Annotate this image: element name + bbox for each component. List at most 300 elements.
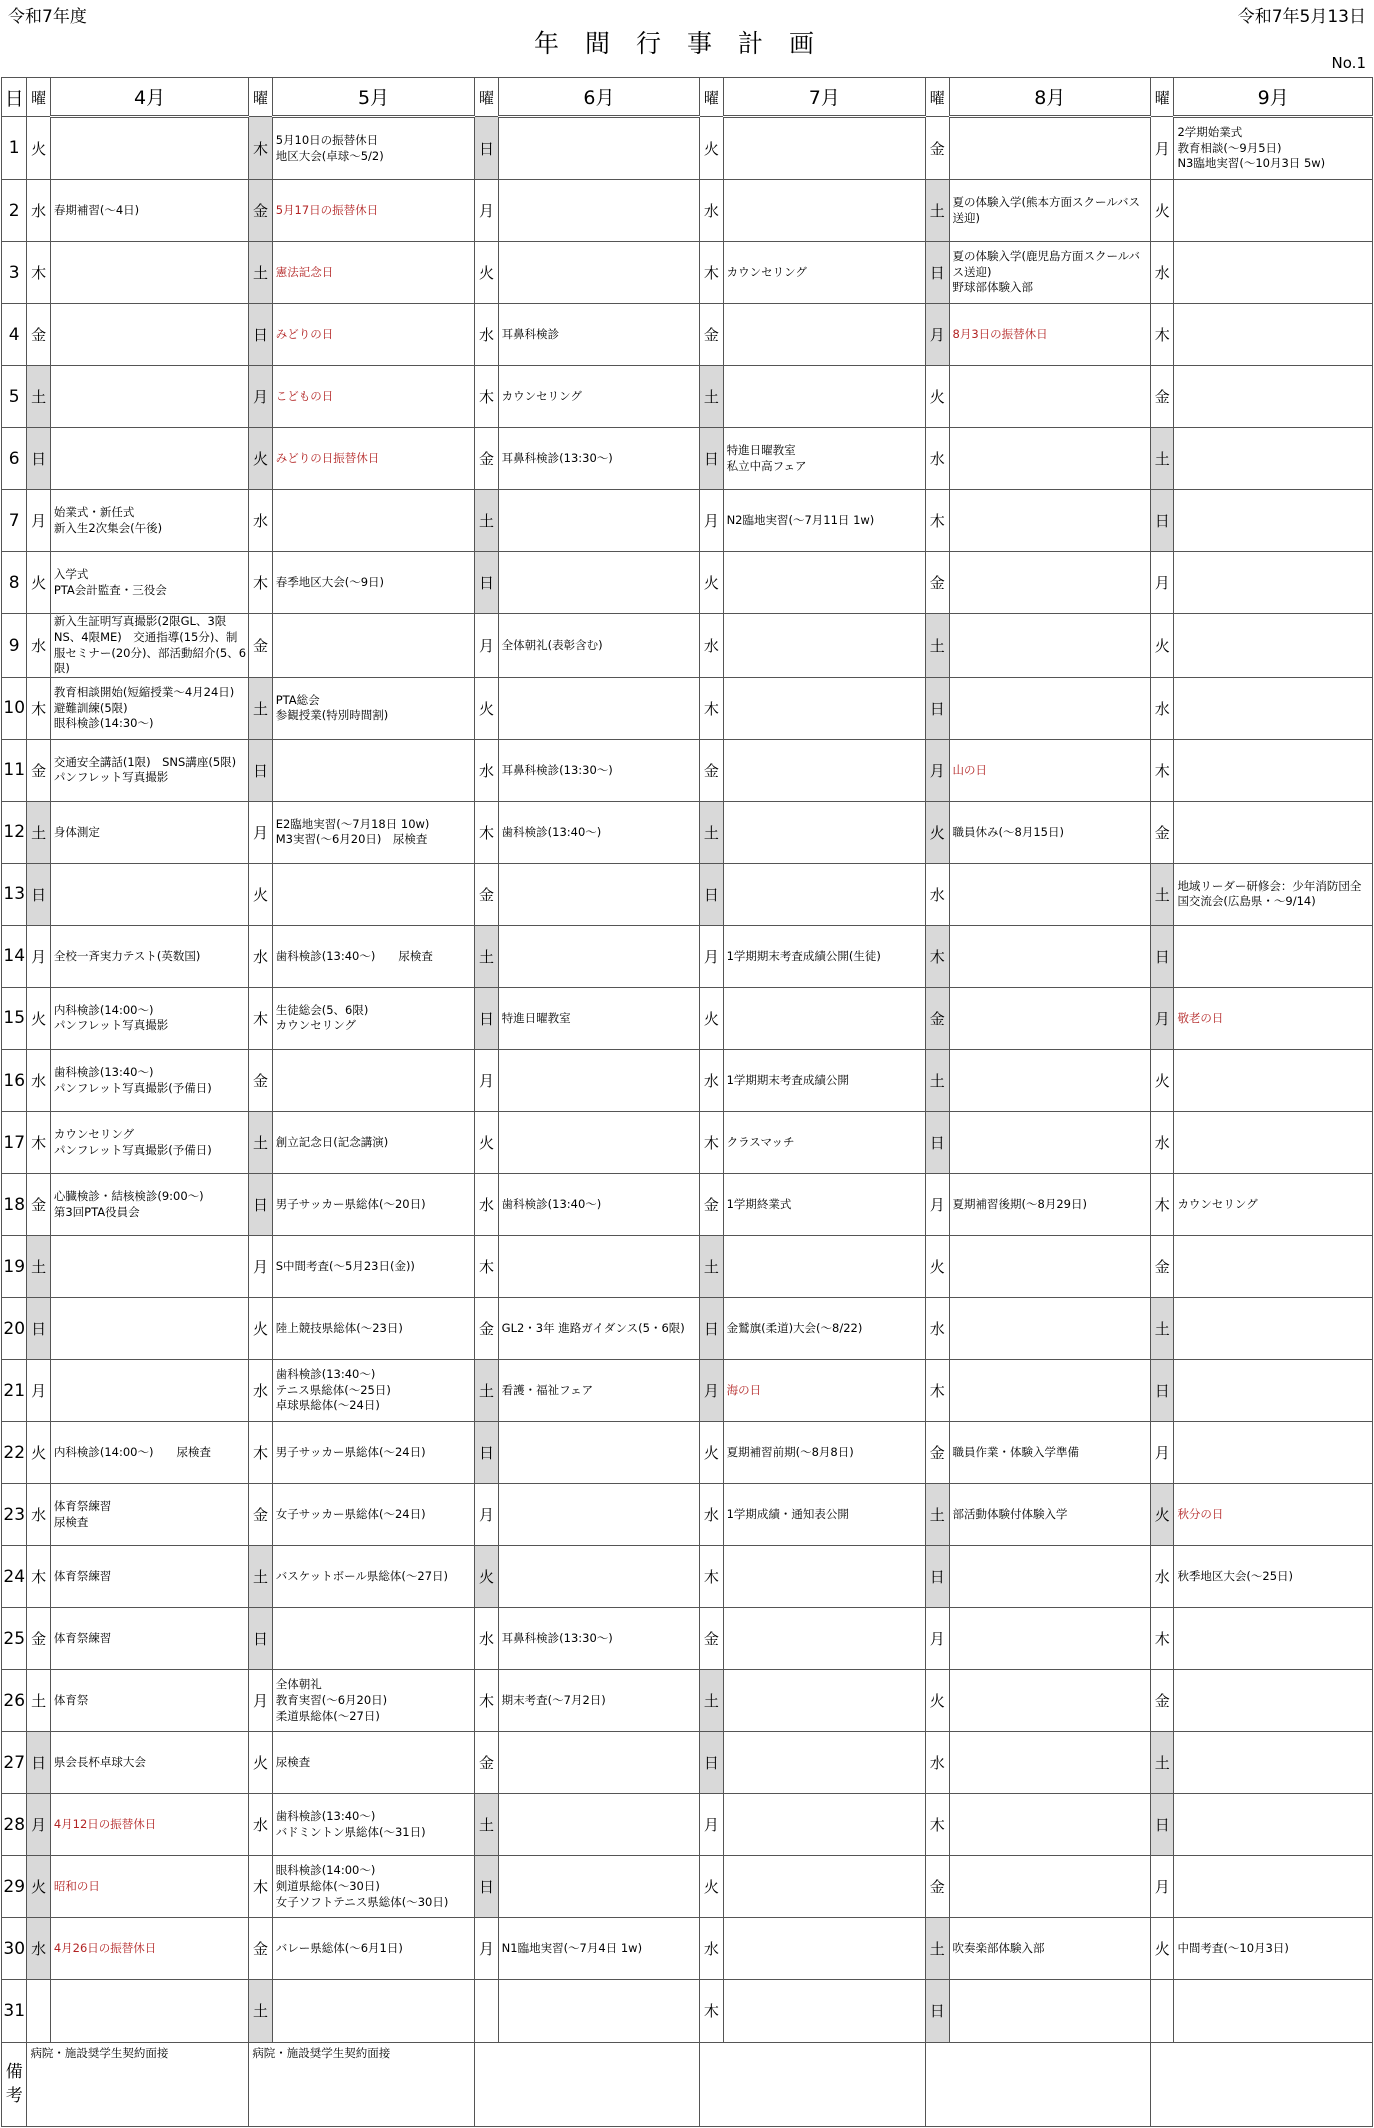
weekday-cell: 土 xyxy=(27,801,50,863)
weekday-cell: 火 xyxy=(27,1856,50,1918)
event-cell xyxy=(723,1608,926,1670)
event-text: 耳鼻科検診(13:30～) xyxy=(501,450,613,465)
event-cell xyxy=(498,863,700,925)
event-cell xyxy=(498,987,700,1049)
event-cell xyxy=(949,304,1151,366)
event-cell xyxy=(498,677,700,739)
weekday-cell: 土 xyxy=(27,1236,50,1298)
event-cell xyxy=(50,1236,248,1298)
weekday-cell: 日 xyxy=(926,1546,949,1608)
weekday-cell: 水 xyxy=(249,925,272,987)
event-cell xyxy=(498,1794,700,1856)
event-cell xyxy=(272,677,475,739)
weekday-cell: 火 xyxy=(700,1422,723,1484)
day-number: 26 xyxy=(2,1670,27,1732)
day-row xyxy=(2,117,1373,180)
event-cell xyxy=(498,1112,700,1174)
weekday-cell: 日 xyxy=(1151,925,1174,987)
event-text: 教育相談開始(短縮授業～4月24日) 避難訓練(5限) 眼科検診(14:30～) xyxy=(53,684,235,731)
weekday-cell: 土 xyxy=(926,1050,949,1112)
event-text: 歯科検診(13:40～) バドミントン県総体(～31日) xyxy=(275,1809,426,1839)
event-text: PTA総会 参観授業(特別時間割) xyxy=(275,692,389,723)
event-text: 女子サッカー県総体(～24日) xyxy=(275,1506,426,1521)
event-text: 吹奏楽部体験入部 xyxy=(952,1941,1045,1956)
remarks-row xyxy=(2,2042,1373,2127)
weekday-cell: 月 xyxy=(926,304,949,366)
weekday-cell: 日 xyxy=(700,428,723,490)
event-text: 耳鼻科検診(13:30～) xyxy=(501,1630,613,1645)
event-cell xyxy=(50,1050,248,1112)
weekday-cell: 木 xyxy=(249,117,272,180)
event-cell xyxy=(949,1794,1151,1856)
event-text: 山の日 xyxy=(952,762,988,777)
day-row xyxy=(2,863,1373,925)
weekday-cell: 月 xyxy=(1151,987,1174,1049)
event-cell xyxy=(1174,490,1373,552)
weekday-cell: 木 xyxy=(926,1794,949,1856)
day-row xyxy=(2,1918,1373,1980)
weekday-cell: 土 xyxy=(926,180,949,242)
weekday-cell: 土 xyxy=(700,1670,723,1732)
weekday-cell: 木 xyxy=(249,1856,272,1918)
event-text: 創立記念日(記念講演) xyxy=(275,1134,389,1149)
event-cell xyxy=(949,801,1151,863)
event-cell xyxy=(50,1174,248,1236)
weekday-cell: 木 xyxy=(926,1360,949,1422)
remarks-cell: 病院・施設奨学生契約面接 xyxy=(249,2042,475,2127)
event-text: 生徒総会(5、6限) カウンセリング xyxy=(275,1002,369,1033)
weekday-cell: 日 xyxy=(27,428,50,490)
event-text: 海の日 xyxy=(726,1382,762,1397)
weekday-cell: 火 xyxy=(27,987,50,1049)
weekday-cell: 土 xyxy=(249,677,272,739)
event-cell xyxy=(949,552,1151,614)
event-cell xyxy=(50,304,248,366)
weekday-cell: 土 xyxy=(249,1980,272,2042)
event-cell xyxy=(949,1422,1151,1484)
weekday-cell: 木 xyxy=(1151,1174,1174,1236)
event-cell xyxy=(272,242,475,304)
event-text: 男子サッカー県総体(～20日) xyxy=(275,1196,426,1211)
weekday-cell: 火 xyxy=(700,987,723,1049)
event-text: みどりの日振替休日 xyxy=(275,450,380,465)
event-text: 金鷲旗(柔道)大会(～8/22) xyxy=(726,1320,863,1335)
event-cell xyxy=(498,304,700,366)
event-cell xyxy=(272,1856,475,1918)
day-number: 18 xyxy=(2,1174,27,1236)
weekday-cell: 土 xyxy=(475,490,498,552)
day-number: 11 xyxy=(2,739,27,801)
weekday-cell: 火 xyxy=(700,117,723,180)
weekday-cell: 日 xyxy=(700,863,723,925)
page-title: 年間行事計画 xyxy=(533,29,840,58)
day-row xyxy=(2,1360,1373,1422)
weekday-cell: 月 xyxy=(249,366,272,428)
event-cell xyxy=(50,739,248,801)
event-text: 心臓検診・結核検診(9:00～) 第3回PTA役員会 xyxy=(53,1188,204,1219)
event-cell xyxy=(50,180,248,242)
day-number: 17 xyxy=(2,1112,27,1174)
day-number: 3 xyxy=(2,242,27,304)
event-text: 全体朝礼(表彰含む) xyxy=(501,637,603,652)
weekday-cell: 月 xyxy=(475,1050,498,1112)
event-cell xyxy=(498,1732,700,1794)
event-text: 地域リーダー研修会：少年消防団全国交流会(広島県・～9/14) xyxy=(1177,878,1362,909)
weekday-cell: 月 xyxy=(249,801,272,863)
day-number: 24 xyxy=(2,1546,27,1608)
event-cell xyxy=(50,925,248,987)
day-row xyxy=(2,677,1373,739)
event-text: 期末考査(～7月2日) xyxy=(501,1693,606,1708)
day-number: 9 xyxy=(2,614,27,678)
weekday-cell: 土 xyxy=(475,925,498,987)
weekday-cell: 日 xyxy=(1151,1794,1174,1856)
event-cell xyxy=(272,1236,475,1298)
event-cell xyxy=(272,1918,475,1980)
event-cell xyxy=(949,428,1151,490)
day-row xyxy=(2,1174,1373,1236)
weekday-cell: 金 xyxy=(27,739,50,801)
event-cell xyxy=(498,366,700,428)
event-text: カウンセリング xyxy=(726,264,807,279)
weekday-cell: 月 xyxy=(249,1236,272,1298)
weekday-cell: 木 xyxy=(700,677,723,739)
event-cell xyxy=(498,739,700,801)
weekday-cell: 日 xyxy=(249,739,272,801)
weekday-cell: 金 xyxy=(926,117,949,180)
day-row xyxy=(2,801,1373,863)
weekday-cell: 金 xyxy=(926,552,949,614)
weekday-cell: 水 xyxy=(1151,242,1174,304)
event-cell xyxy=(723,366,926,428)
weekday-cell: 金 xyxy=(475,1732,498,1794)
event-cell xyxy=(272,1298,475,1360)
event-cell xyxy=(949,1856,1151,1918)
event-text: 入学式 PTA会計監査・三役会 xyxy=(53,567,167,597)
weekday-cell: 金 xyxy=(27,1608,50,1670)
weekday-cell: 木 xyxy=(249,987,272,1049)
event-text: 眼科検診(14:00～) 剣道県総体(～30日) 女子ソフトテニス県総体(～30日) xyxy=(275,1863,449,1909)
event-text: 内科検診(14:00～) パンフレット写真撮影 xyxy=(53,1002,169,1033)
event-cell xyxy=(723,1484,926,1546)
weekday-cell: 金 xyxy=(1151,1236,1174,1298)
event-cell xyxy=(949,1174,1151,1236)
event-cell xyxy=(272,1422,475,1484)
weekday-cell: 土 xyxy=(1151,863,1174,925)
weekday-cell: 日 xyxy=(926,677,949,739)
weekday-cell: 火 xyxy=(926,1670,949,1732)
event-cell xyxy=(1174,1918,1373,1980)
event-cell xyxy=(723,1050,926,1112)
weekday-cell: 日 xyxy=(27,863,50,925)
event-cell xyxy=(949,180,1151,242)
weekday-cell: 木 xyxy=(475,366,498,428)
weekday-cell: 火 xyxy=(249,863,272,925)
weekday-cell: 土 xyxy=(926,1484,949,1546)
weekday-cell: 水 xyxy=(27,614,50,678)
event-cell xyxy=(1174,987,1373,1049)
event-text: 歯科検診(13:40～) パンフレット写真撮影(予備日) xyxy=(53,1064,212,1095)
weekday-cell: 金 xyxy=(475,1298,498,1360)
weekday-cell: 木 xyxy=(475,1236,498,1298)
event-cell xyxy=(272,739,475,801)
event-text: N2臨地実習(～7月11日 1w) xyxy=(726,512,875,527)
event-cell xyxy=(723,1732,926,1794)
event-cell xyxy=(50,552,248,614)
weekday-cell: 水 xyxy=(700,1918,723,1980)
day-row xyxy=(2,1608,1373,1670)
weekday-cell: 土 xyxy=(700,801,723,863)
day-number: 25 xyxy=(2,1608,27,1670)
event-text: 1学期期末考査成績公開 xyxy=(726,1072,849,1087)
weekday-cell: 水 xyxy=(700,1050,723,1112)
event-cell xyxy=(723,1980,926,2042)
event-cell xyxy=(498,1484,700,1546)
weekday-cell: 水 xyxy=(700,1484,723,1546)
event-cell xyxy=(50,117,248,180)
weekday-cell: 月 xyxy=(700,925,723,987)
month-header: 5月 xyxy=(272,78,475,117)
weekday-cell: 土 xyxy=(249,242,272,304)
event-cell xyxy=(1174,801,1373,863)
event-text: カウンセリング xyxy=(1177,1196,1258,1211)
event-cell xyxy=(723,677,926,739)
event-cell xyxy=(949,1546,1151,1608)
event-text: 歯科検診(13:40～) xyxy=(501,824,602,839)
day-number: 16 xyxy=(2,1050,27,1112)
event-cell xyxy=(1174,552,1373,614)
weekday-cell: 月 xyxy=(1151,117,1174,180)
weekday-cell: 木 xyxy=(700,242,723,304)
event-text: 看護・福祉フェア xyxy=(501,1382,594,1397)
event-text: 春期補習(～4日) xyxy=(53,202,140,217)
weekday-cell: 土 xyxy=(700,366,723,428)
event-cell xyxy=(949,117,1151,180)
weekday-cell: 土 xyxy=(475,1794,498,1856)
remarks-cell xyxy=(1151,2042,1373,2127)
month-header: 4月 xyxy=(50,78,248,117)
event-cell xyxy=(723,304,926,366)
event-cell xyxy=(272,1980,475,2042)
remarks-cell xyxy=(926,2042,1151,2127)
weekday-cell: 火 xyxy=(27,552,50,614)
event-cell xyxy=(1174,1236,1373,1298)
weekday-cell: 木 xyxy=(27,1546,50,1608)
event-cell xyxy=(949,490,1151,552)
weekday-cell: 月 xyxy=(27,490,50,552)
weekday-cell: 木 xyxy=(249,1422,272,1484)
day-row xyxy=(2,242,1373,304)
event-text: 1学期期末考査成績公開(生徒) xyxy=(726,948,881,963)
event-cell xyxy=(272,1050,475,1112)
event-cell xyxy=(1174,739,1373,801)
event-text: カウンセリング パンフレット写真撮影(予備日) xyxy=(53,1126,212,1157)
event-cell xyxy=(272,1360,475,1422)
event-cell xyxy=(272,1546,475,1608)
weekday-cell: 木 xyxy=(27,1112,50,1174)
weekday-cell: 日 xyxy=(700,1732,723,1794)
event-cell xyxy=(1174,1112,1373,1174)
event-cell xyxy=(723,801,926,863)
event-cell xyxy=(272,1608,475,1670)
day-row xyxy=(2,1298,1373,1360)
event-text: 2学期始業式 教育相談(～9月5日) N3臨地実習(～10月3日 5w) xyxy=(1177,125,1326,171)
weekday-cell: 金 xyxy=(700,739,723,801)
event-text: 体育祭練習 xyxy=(53,1568,112,1583)
event-cell xyxy=(50,1422,248,1484)
weekday-cell: 日 xyxy=(475,987,498,1049)
day-number: 22 xyxy=(2,1422,27,1484)
event-cell xyxy=(1174,677,1373,739)
weekday-cell: 火 xyxy=(1151,1484,1174,1546)
weekday-cell: 日 xyxy=(475,552,498,614)
day-row xyxy=(2,1980,1373,2042)
event-text: 全体朝礼 教育実習(～6月20日) 柔道県総体(～27日) xyxy=(275,1677,388,1723)
weekday-cell: 木 xyxy=(27,677,50,739)
event-cell xyxy=(272,863,475,925)
weekday-cell: 月 xyxy=(475,1484,498,1546)
weekday-cell: 火 xyxy=(926,801,949,863)
weekday-cell: 水 xyxy=(27,1918,50,1980)
event-text: 尿検査 xyxy=(275,1755,311,1770)
weekday-cell: 月 xyxy=(700,490,723,552)
weekday-cell: 月 xyxy=(27,925,50,987)
event-text: 4月26日の振替休日 xyxy=(53,1941,157,1956)
weekday-cell: 木 xyxy=(249,552,272,614)
event-cell xyxy=(949,1980,1151,2042)
weekday-cell: 金 xyxy=(27,304,50,366)
weekday-cell: 金 xyxy=(700,1174,723,1236)
day-row xyxy=(2,552,1373,614)
weekday-cell: 日 xyxy=(475,1856,498,1918)
weekday-cell: 金 xyxy=(249,1918,272,1980)
weekday-cell: 日 xyxy=(1151,1360,1174,1422)
event-cell xyxy=(949,925,1151,987)
event-cell xyxy=(498,242,700,304)
day-number: 14 xyxy=(2,925,27,987)
event-cell xyxy=(723,1422,926,1484)
event-text: クラスマッチ xyxy=(726,1134,795,1149)
weekday-cell: 金 xyxy=(1151,366,1174,428)
event-text: 耳鼻科検診 xyxy=(501,326,560,341)
weekday-cell: 火 xyxy=(1151,180,1174,242)
event-text: 陸上競技県総体(～23日) xyxy=(275,1320,403,1335)
event-text: 内科検診(14:00～) 尿検査 xyxy=(53,1444,211,1459)
event-cell xyxy=(1174,1050,1373,1112)
event-text: バスケットボール県総体(～27日) xyxy=(275,1568,449,1583)
day-number: 21 xyxy=(2,1360,27,1422)
weekday-cell: 月 xyxy=(475,180,498,242)
weekday-cell: 金 xyxy=(27,1174,50,1236)
event-cell xyxy=(50,1608,248,1670)
event-text: 夏の体験入学(熊本方面スクールバス送迎) xyxy=(952,194,1140,225)
event-text: GL2・3年 進路ガイダンス(5・6限) xyxy=(501,1320,685,1335)
weekday-cell: 火 xyxy=(249,428,272,490)
event-cell xyxy=(949,1608,1151,1670)
event-cell xyxy=(1174,1174,1373,1236)
event-text: 4月12日の振替休日 xyxy=(53,1817,157,1832)
weekday-header: 曜 xyxy=(1151,78,1174,117)
day-row xyxy=(2,304,1373,366)
day-number: 8 xyxy=(2,552,27,614)
weekday-cell: 水 xyxy=(475,304,498,366)
event-cell xyxy=(272,987,475,1049)
weekday-cell: 火 xyxy=(27,1422,50,1484)
event-cell xyxy=(1174,925,1373,987)
event-text: 夏期補習前期(～8月8日) xyxy=(726,1444,854,1459)
event-cell xyxy=(498,180,700,242)
weekday-cell: 金 xyxy=(926,987,949,1049)
day-row xyxy=(2,490,1373,552)
event-cell xyxy=(498,1670,700,1732)
event-cell xyxy=(50,1298,248,1360)
event-text: 中間考査(～10月3日) xyxy=(1177,1941,1289,1956)
weekday-cell: 水 xyxy=(249,1360,272,1422)
event-text: カウンセリング xyxy=(501,388,582,403)
event-cell xyxy=(949,677,1151,739)
weekday-cell: 土 xyxy=(249,1112,272,1174)
event-text: 5月17日の振替休日 xyxy=(275,202,379,217)
event-text: 体育祭 xyxy=(53,1693,89,1708)
event-cell xyxy=(498,1918,700,1980)
day-number: 5 xyxy=(2,366,27,428)
weekday-header: 曜 xyxy=(249,78,272,117)
weekday-cell: 日 xyxy=(27,1298,50,1360)
event-cell xyxy=(1174,1732,1373,1794)
event-text: みどりの日 xyxy=(275,326,334,341)
weekday-cell: 水 xyxy=(27,1484,50,1546)
weekday-cell: 水 xyxy=(1151,677,1174,739)
event-cell xyxy=(50,1794,248,1856)
event-text: 8月3日の振替休日 xyxy=(952,326,1048,341)
event-text: 新入生証明写真撮影(2限GL、3限NS、4限ME) 交通指導(15分)、制服セミナー(20分)、部活動紹介(5、6限) xyxy=(53,614,247,676)
weekday-header: 曜 xyxy=(475,78,498,117)
event-cell xyxy=(498,614,700,678)
weekday-cell: 日 xyxy=(475,1422,498,1484)
event-cell xyxy=(272,552,475,614)
event-cell xyxy=(272,1112,475,1174)
weekday-cell: 金 xyxy=(700,1608,723,1670)
day-row xyxy=(2,739,1373,801)
event-cell xyxy=(723,925,926,987)
event-cell xyxy=(1174,1980,1373,2042)
event-cell xyxy=(272,925,475,987)
weekday-cell: 月 xyxy=(926,1174,949,1236)
event-text: 秋季地区大会(～25日) xyxy=(1177,1568,1294,1583)
weekday-cell: 日 xyxy=(700,1298,723,1360)
event-text: 1学期終業式 xyxy=(726,1196,792,1211)
day-number: 29 xyxy=(2,1856,27,1918)
weekday-cell: 水 xyxy=(700,614,723,678)
event-cell xyxy=(1174,304,1373,366)
weekday-cell: 火 xyxy=(1151,614,1174,678)
event-cell xyxy=(723,614,926,678)
event-cell xyxy=(498,1608,700,1670)
day-row xyxy=(2,1794,1373,1856)
weekday-cell: 土 xyxy=(926,614,949,678)
weekday-cell: 月 xyxy=(27,1360,50,1422)
weekday-cell: 火 xyxy=(1151,1918,1174,1980)
event-text: 春季地区大会(～9日) xyxy=(275,574,385,589)
annual-event-calendar xyxy=(1,77,1373,2127)
event-cell xyxy=(498,1298,700,1360)
weekday-cell: 日 xyxy=(926,1980,949,2042)
day-row xyxy=(2,428,1373,490)
weekday-header: 曜 xyxy=(700,78,723,117)
weekday-cell: 月 xyxy=(1151,552,1174,614)
event-cell xyxy=(50,863,248,925)
weekday-cell: 火 xyxy=(475,242,498,304)
